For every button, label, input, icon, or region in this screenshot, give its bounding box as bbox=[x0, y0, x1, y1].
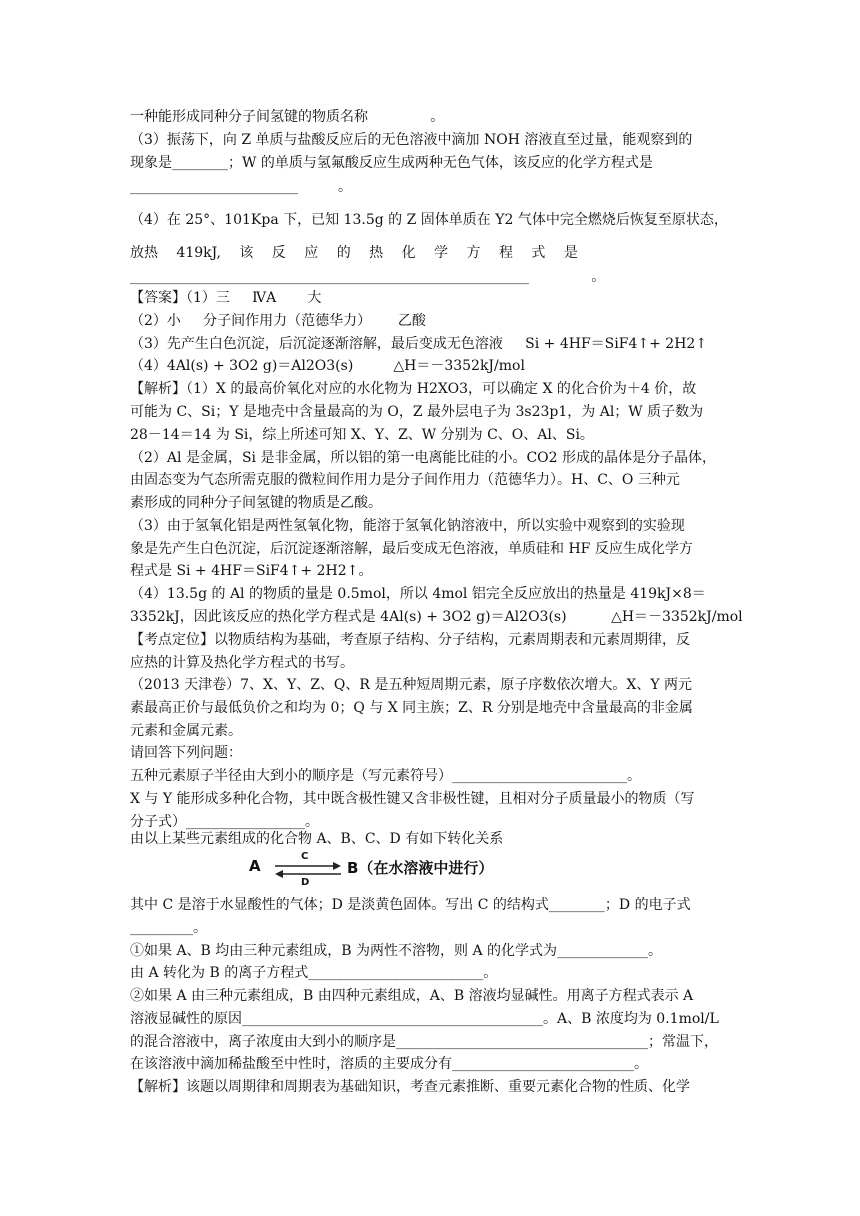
text-line: （3）先产生白色沉淀，后沉淀逐渐溶解，最后变成无色溶液 Si + 4HF＝SiF4↑+ 2H2↑ bbox=[130, 336, 708, 352]
text-line: 程式是 Si + 4HF＝SiF4↑+ 2H2↑。 bbox=[130, 563, 373, 579]
text-line: 由 A 转化为 B 的离子方程式_________________________。 bbox=[130, 965, 498, 981]
text-line: （3）振荡下，向 Z 单质与盐酸反应后的无色溶液中滴加 NOH 溶液直至过量，能观察到的 bbox=[130, 132, 693, 148]
text-line: 可能为 C、Si；Y 是地壳中含量最高的为 O，Z 最外层电子为 3s23p1，为 Al；W 质子数为 bbox=[130, 404, 704, 420]
text-line: （4）在 25°、101Kpa 下，已知 13.5g 的 Z 固体单质在 Y2 气体中完全燃烧后恢复至原状态， bbox=[130, 212, 728, 228]
text-line: （2）小 分子间作用力（范德华力） 乙酸 bbox=[130, 313, 426, 329]
text-line: 28－14＝14 为 Si，综上所述可知 X、Y、Z、W 分别为 C、O、Al、Si。 bbox=[130, 427, 594, 443]
text-line: 现象是________；W 的单质与氢氟酸反应生成两种无色气体，该反应的化学方程式是 bbox=[130, 155, 653, 171]
text-line: ________________________ 。 bbox=[130, 179, 353, 195]
text-line: 一种能形成同种分子间氢键的物质名称 。 bbox=[130, 109, 445, 125]
text-line: （3）由于氢氧化铝是两性氢氧化物，能溶于氢氧化钠溶液中，所以实验中观察到的实验现 bbox=[130, 518, 685, 534]
text-line: （2）Al 是金属，Si 是非金属，所以铝的第一电离能比硅的小。CO2 形成的晶体是分子晶体， bbox=[130, 450, 717, 466]
text-line: 象是先产生白色沉淀，后沉淀逐渐溶解，最后变成无色溶液，单质硅和 HF 反应生成化学方 bbox=[130, 541, 693, 557]
text-line: 【考点定位】以物质结构为基础，考查原子结构、分子结构，元素周期表和元素周期律，反 bbox=[130, 632, 690, 648]
diagram-label-a: A bbox=[249, 857, 261, 875]
text-line: 其中 C 是溶于水显酸性的气体；D 是淡黄色固体。写出 C 的结构式________；D 的电子式 bbox=[130, 897, 691, 913]
text-line: （2013 天津卷）7、X、Y、Z、Q、R 是五种短周期元素，原子序数依次增大。X、Y 两元 bbox=[130, 677, 693, 693]
diagram-label-d: D bbox=[301, 877, 310, 888]
text-line: 由以上某些元素组成的化合物 A、B、C、D 有如下转化关系 bbox=[130, 831, 504, 847]
text-line: ①如果 A、B 均由三种元素组成，B 为两性不溶物，则 A 的化学式为_____________。 bbox=[130, 943, 663, 959]
text-line: 素最高正价与最低负价之和均为 0；Q 与 X 同主族；Z、R 分别是地壳中含量最高的非金属 bbox=[130, 700, 693, 716]
text-line: 素形成的同种分子间氢键的物质是乙酸。 bbox=[130, 495, 382, 511]
text-line: 【解析】该题以周期律和周期表为基础知识，考查元素推断、重要元素化合物的性质、化学 bbox=[130, 1079, 690, 1095]
text-line: _________________________________________________________ 。 bbox=[130, 269, 606, 285]
text-line: 【解析】（1）X 的最高价氧化对应的水化物为 H2XO3，可以确定 X 的化合价为＋4 价，故 bbox=[130, 381, 697, 397]
text-line: 分子式）_________________。 bbox=[130, 814, 319, 830]
text-line: X 与 Y 能形成多种化合物，其中既含极性键又含非极性键，且相对分子质量最小的物质（写 bbox=[130, 791, 695, 807]
text-line: 由固态变为气态所需克服的微粒间作用力是分子间作用力（范德华力）。H、C、O 三种元 bbox=[130, 472, 680, 488]
text-line: 五种元素原子半径由大到小的顺序是（写元素符号）_________________________。 bbox=[130, 768, 641, 784]
text-line: （4）13.5g 的 Al 的物质的量是 0.5mol，所以 4mol 铝完全反应放出的热量是 419kJ×8＝ bbox=[130, 586, 706, 602]
text-line: 在该溶液中滴加稀盐酸至中性时，溶质的主要成分有__________________________。 bbox=[130, 1056, 648, 1072]
text-line: 的混合溶液中，离子浓度由大到小的顺序是____________________________________；常温下， bbox=[130, 1034, 718, 1050]
text-line: 【答案】（1）三 ⅣA 大 bbox=[130, 290, 322, 306]
text-line: 元素和金属元素。 bbox=[130, 723, 242, 739]
text-line: 3352kJ，因此该反应的热化学方程式是 4Al(s) + 3O2 g)＝Al2O3(s) △H＝－3352kJ/mol bbox=[130, 609, 743, 625]
text-line: （4）4Al(s) + 3O2 g)＝Al2O3(s) △H＝－3352kJ/mol bbox=[130, 358, 525, 374]
text-line: 放热 419kJ, 该 反 应 的 热 化 学 方 程 式 是 bbox=[130, 245, 578, 261]
diagram-label-c: C bbox=[301, 851, 309, 862]
text-line: _________。 bbox=[130, 920, 207, 936]
diagram-label-b: B（在水溶液中进行） bbox=[347, 859, 494, 877]
text-line: ②如果 A 由三种元素组成，B 由四种元素组成，A、B 溶液均显碱性。用离子方程式表示 A bbox=[130, 988, 694, 1004]
text-line: 应热的计算及热化学方程式的书写。 bbox=[130, 655, 354, 671]
conversion-diagram bbox=[243, 851, 518, 887]
text-line: 溶液显碱性的原因___________________________________________。A、B 浓度均为 0.1mol/L bbox=[130, 1011, 719, 1027]
text-line: 请回答下列问题： bbox=[130, 745, 242, 761]
